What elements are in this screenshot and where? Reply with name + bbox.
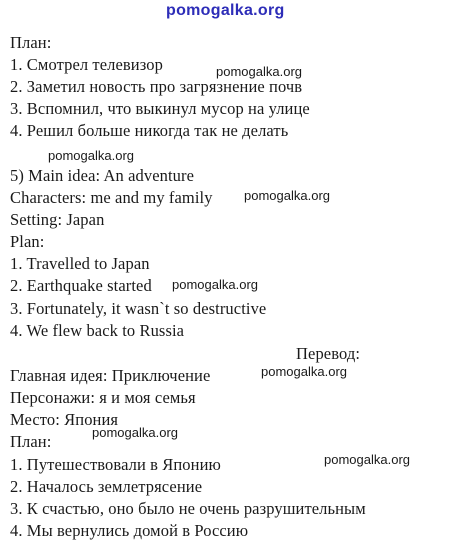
watermark-top: pomogalka.org (166, 2, 285, 19)
setting: Setting: Japan (10, 210, 105, 229)
plan-item-en-2: 2. Earthquake started (10, 276, 152, 295)
plan-item-ru-3: 3. Вспомнил, что выкинул мусор на улице (10, 99, 310, 118)
translation-plan-item-1: 1. Путешествовали в Японию (10, 455, 221, 474)
watermark: pomogalka.org (324, 452, 410, 467)
characters: Characters: me and my family (10, 188, 213, 207)
translation-characters: Персонажи: я и моя семья (10, 388, 196, 407)
watermark: pomogalka.org (48, 148, 134, 163)
plan-heading-ru: План: (10, 33, 52, 52)
watermark: pomogalka.org (261, 364, 347, 379)
watermark: pomogalka.org (92, 425, 178, 440)
watermark: pomogalka.org (244, 188, 330, 203)
watermark: pomogalka.org (172, 277, 258, 292)
main-idea: 5) Main idea: An adventure (10, 166, 195, 185)
plan-item-en-3: 3. Fortunately, it wasn`t so destructive (10, 299, 267, 318)
plan-item-en-4: 4. We flew back to Russia (10, 321, 185, 340)
plan-item-ru-2: 2. Заметил новость про загрязнение почв (10, 77, 303, 96)
translation-heading: Перевод: (296, 344, 361, 363)
translation-plan-item-3: 3. К счастью, оно было не очень разрушительным (10, 499, 366, 518)
translation-setting: Место: Япония (10, 410, 119, 429)
translation-plan-heading: План: (10, 432, 52, 451)
translation-plan-item-4: 4. Мы вернулись домой в Россию (10, 521, 249, 540)
translation-plan-item-2: 2. Началось землетрясение (10, 477, 203, 496)
plan-heading-en: Plan: (10, 232, 45, 251)
watermark: pomogalka.org (216, 64, 302, 79)
plan-item-ru-1: 1. Смотрел телевизор (10, 55, 163, 74)
plan-item-en-1: 1. Travelled to Japan (10, 254, 150, 273)
plan-item-ru-4: 4. Решил больше никогда так не делать (10, 121, 289, 140)
translation-main-idea: Главная идея: Приключение (10, 366, 211, 385)
